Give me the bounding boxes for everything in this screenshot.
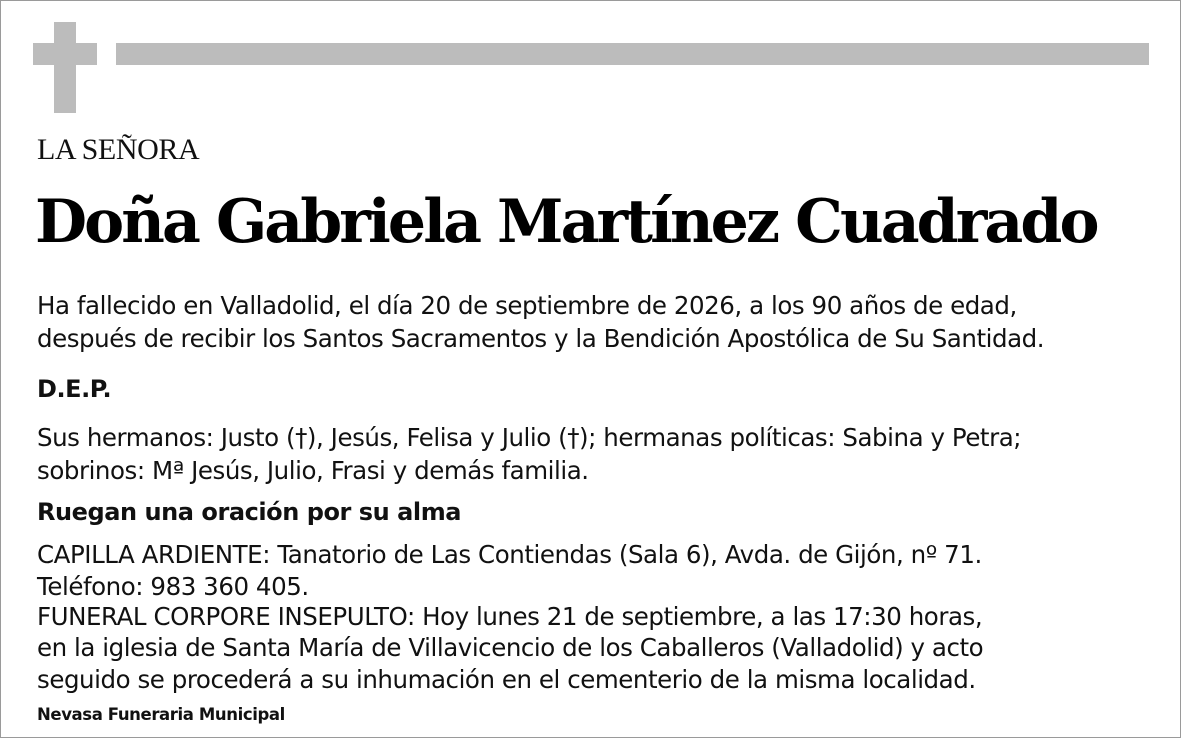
- funeral-info-line-2: en la iglesia de Santa María de Villavicencio de los Caballeros (Valladolid) y acto: [37, 633, 984, 662]
- relatives-line-2: sobrinos: Mª Jesús, Julio, Frasi y demás familia.: [37, 456, 589, 485]
- funeral-info-line-1: FUNERAL CORPORE INSEPULTO: Hoy lunes 21 de septiembre, a las 17:30 horas,: [37, 602, 983, 631]
- funeral-info-line-3: seguido se procederá a su inhumación en el cementerio de la misma localidad.: [37, 665, 976, 694]
- cross-icon: [54, 22, 76, 113]
- rest-in-peace: D.E.P.: [37, 375, 112, 403]
- chapel-info-line: CAPILLA ARDIENTE: Tanatorio de Las Contiendas (Sala 6), Avda. de Gijón, nº 71.: [37, 540, 982, 569]
- deceased-name: Doña Gabriela Martínez Cuadrado: [35, 187, 1097, 257]
- death-announcement-line-2: después de recibir los Santos Sacramentos y la Bendición Apostólica de Su Santidad.: [37, 324, 1045, 353]
- phone-line: Teléfono: 983 360 405.: [37, 572, 309, 601]
- prayer-request: Ruegan una oración por su alma: [37, 498, 461, 526]
- header-rule: [116, 43, 1149, 65]
- death-announcement-line-1: Ha fallecido en Valladolid, el día 20 de septiembre de 2026, a los 90 años de edad,: [37, 291, 1017, 320]
- relatives-line-1: Sus hermanos: Justo (†), Jesús, Felisa y Julio (†); hermanas políticas: Sabina y Petra;: [37, 423, 1022, 452]
- honorific-label: LA SEÑORA: [37, 133, 200, 166]
- cross-icon-crossbar: [33, 43, 97, 65]
- funeral-home-name: Nevasa Funeraria Municipal: [37, 705, 285, 724]
